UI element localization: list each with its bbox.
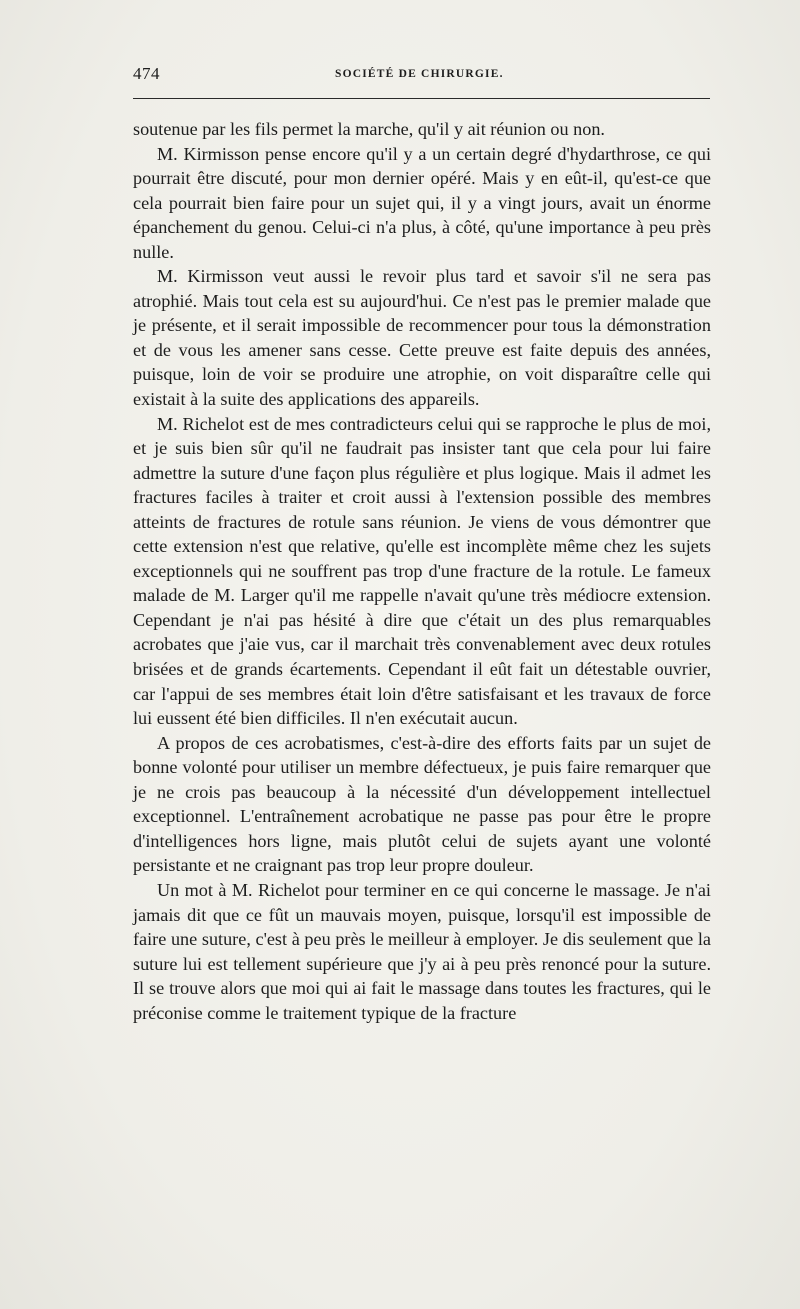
paragraph-richelot: M. Richelot est de mes contradicteurs celui qui se rapproche le plus de moi, et je suis bien sûr qu'il ne faudrait pas insister tant que cela pour lui faire admettre la suture d'une façon plus régulière et plus logique. Mais il admet les fractures faciles à traiter et croit aussi à l'extension possible des membres atteints de fractures de rotule sans réunion. Je viens de vous démontrer que cette extension n'est que relative, qu'elle est incomplète même chez les sujets exceptionnels qui ne souffrent pas trop d'une fracture de la rotule. Le fameux malade de M. Larger qu'il me rappelle n'avait qu'une très médiocre extension. Cependant je n'ai pas hésité à dire que c'était un des plus remarquables acrobates que j'aie vus, car il marchait très convenablement avec deux rotules brisées et de grands écartements. Cependant il eût fait un détestable ouvrier, car l'appui de ses membres était loin d'être satisfaisant et les travaux de force lui eussent été bien difficiles. Il n'en exécutait aucun. <box>133 413 711 729</box>
page-number: 474 <box>133 64 160 83</box>
paragraph-kirmisson-hydarthrose: M. Kirmisson pense encore qu'il y a un certain degré d'hydarthrose, ce qui pourrait être discuté, pour mon dernier opéré. Mais y en eût-il, qu'est-ce que cela pourrait bien faire pour un sujet qui, il y a vingt jours, avait un énorme épanchement du genou. Celui-ci n'a plus, à côté, qu'une importance à peu près nulle. <box>133 143 711 262</box>
header-rule <box>133 98 710 99</box>
paragraph-massage: Un mot à M. Richelot pour terminer en ce qui concerne le massage. Je n'ai jamais dit que ce fût un mauvais moyen, puisque, lorsqu'il est impossible de faire une suture, c'est à peu près le meilleur à employer. Je dis seulement que la suture lui est tellement supérieure que j'y ai à peu près renoncé pour la suture. Il se trouve alors que moi qui ai fait le massage dans toutes les fractures, qui le préconise comme le traitement typique de la fracture <box>133 879 711 1023</box>
paragraph-acrobatismes: A propos de ces acrobatismes, c'est-à-dire des efforts faits par un sujet de bonne volonté pour utiliser un membre défectueux, je puis faire remarquer que je ne crois pas beaucoup à la nécessité d'un développement intellectuel exceptionnel. L'entraînement acrobatique ne passe pas pour être le propre d'intelligences hors ligne, mais plutôt celui de sujets ayant une volonté persistante et ne craignant pas trop leur propre douleur. <box>133 732 711 876</box>
body-text <box>133 117 711 1025</box>
page-header <box>133 64 710 98</box>
paragraph-continued: soutenue par les fils permet la marche, qu'il y ait réunion ou non. <box>133 119 605 139</box>
running-title: SOCIÉTÉ DE CHIRURGIE. <box>335 68 504 80</box>
paragraph-kirmisson-atrophie: M. Kirmisson veut aussi le revoir plus tard et savoir s'il ne sera pas atrophié. Mais tout cela est su aujourd'hui. Ce n'est pas le premier malade que je présente, et il serait impossible de recommencer pour tous la démonstration et de vous les amener sans cesse. Cette preuve est faite depuis des années, puisque, loin de voir se produire une atrophie, on voit disparaître celle qui existait à la suite des applications des appareils. <box>133 266 711 410</box>
